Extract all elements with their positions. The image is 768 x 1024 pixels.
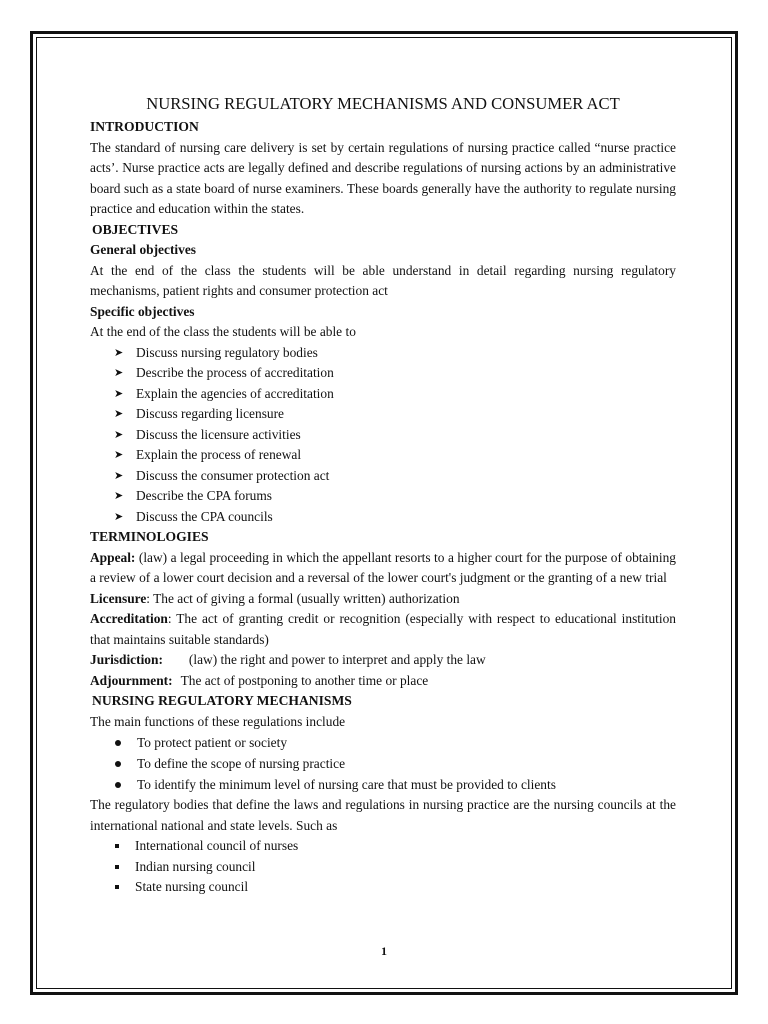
term-jurisdiction	[90, 650, 676, 671]
list-item: State nursing council	[114, 877, 676, 898]
mechanisms-heading: NURSING REGULATORY MECHANISMS	[92, 693, 352, 708]
arrow-bullet-icon: ➤	[114, 387, 124, 400]
list-item: ➤ Discuss the licensure activities	[114, 425, 676, 446]
list-item: International council of nurses	[114, 836, 676, 857]
term-label: Appeal:	[90, 549, 136, 565]
term-label: Accreditation	[90, 611, 168, 626]
objectives-heading: OBJECTIVES	[92, 221, 179, 237]
square-bullet-icon	[115, 865, 119, 869]
list-item: ➤ Describe the process of accreditation	[114, 363, 676, 384]
terminologies-heading: TERMINOLOGIES	[90, 529, 209, 544]
round-bullet-icon	[115, 740, 121, 746]
list-item: ➤ Discuss the consumer protection act	[114, 466, 676, 487]
term-adjournment	[90, 671, 676, 692]
list-item: ➤ Explain the process of renewal	[114, 445, 676, 466]
general-objectives-text: At the end of the class the students will be able understand in detail regarding nursing regulatory mechanisms, patient rights and consumer protection act	[90, 262, 676, 298]
arrow-bullet-icon: ➤	[114, 510, 124, 523]
round-bullet-icon	[115, 782, 121, 788]
specific-objectives-list	[90, 343, 676, 528]
arrow-bullet-icon: ➤	[114, 346, 124, 359]
regulatory-bodies-text: The regulatory bodies that define the laws and regulations in nursing practice are the nursing councils at the international national and state levels. Such as	[90, 797, 676, 833]
specific-objectives-heading: Specific objectives	[90, 303, 195, 319]
list-item: ➤ Describe the CPA forums	[114, 486, 676, 507]
square-bullet-icon	[115, 844, 119, 848]
arrow-bullet-icon: ➤	[114, 428, 124, 441]
list-item: Indian nursing council	[114, 857, 676, 878]
mechanisms-functions-intro: The main functions of these regulations include	[90, 713, 346, 729]
term-definition: : The act of giving a formal (usually written) authorization	[146, 590, 460, 606]
specific-objectives-intro: At the end of the class the students will be able to	[90, 324, 356, 339]
list-item: To protect patient or society	[114, 732, 676, 753]
introduction-heading: INTRODUCTION	[90, 119, 199, 134]
arrow-bullet-icon: ➤	[114, 408, 124, 420]
general-objectives-heading: General objectives	[90, 242, 196, 257]
term-label: Licensure	[90, 590, 147, 606]
term-accreditation	[90, 609, 676, 650]
term-appeal	[90, 548, 676, 589]
square-bullet-icon	[115, 885, 119, 889]
arrow-bullet-icon: ➤	[114, 469, 124, 482]
arrow-bullet-icon: ➤	[114, 449, 124, 461]
list-item: ➤ Explain the agencies of accreditation	[114, 384, 676, 405]
arrow-bullet-icon: ➤	[114, 367, 124, 379]
list-item: To identify the minimum level of nursing care that must be provided to clients	[114, 774, 676, 795]
term-label: Jurisdiction:	[90, 652, 163, 667]
page-number: 1	[381, 944, 387, 958]
term-definition: : The act of granting credit or recognition (especially with respect to educational institution that maintains suitable standards)	[90, 611, 676, 647]
term-definition: (law) a legal proceeding in which the appellant resorts to a higher court for the purpose of obtaining a review of a lower court decision and a reversal of the lower court's judgment or the granting of a new trial	[90, 549, 676, 585]
term-definition: (law) the right and power to interpret and apply the law	[188, 652, 486, 667]
term-label: Adjournment:	[90, 672, 173, 688]
list-item: ➤ Discuss regarding licensure	[114, 404, 676, 425]
term-licensure	[90, 589, 676, 610]
arrow-bullet-icon: ➤	[114, 490, 124, 502]
document-body	[90, 91, 676, 898]
regulatory-bodies-list	[90, 836, 676, 898]
introduction-text: The standard of nursing care delivery is set by certain regulations of nursing practice called “nurse practice acts’. Nurse practice acts are legally defined and describe regulations of nursing actions by an administrative board such as a state board of nurse examiners. These boards generally have the authority to regulate nursing practice and education within the states.	[90, 139, 676, 216]
page-title: NURSING REGULATORY MECHANISMS AND CONSUMER ACT	[146, 94, 620, 113]
functions-list	[90, 732, 676, 795]
list-item: ➤ Discuss the CPA councils	[114, 507, 676, 528]
term-definition: The act of postponing to another time or place	[180, 672, 429, 688]
list-item: ➤ Discuss nursing regulatory bodies	[114, 343, 676, 364]
round-bullet-icon	[115, 761, 121, 767]
list-item: To define the scope of nursing practice	[114, 753, 676, 774]
